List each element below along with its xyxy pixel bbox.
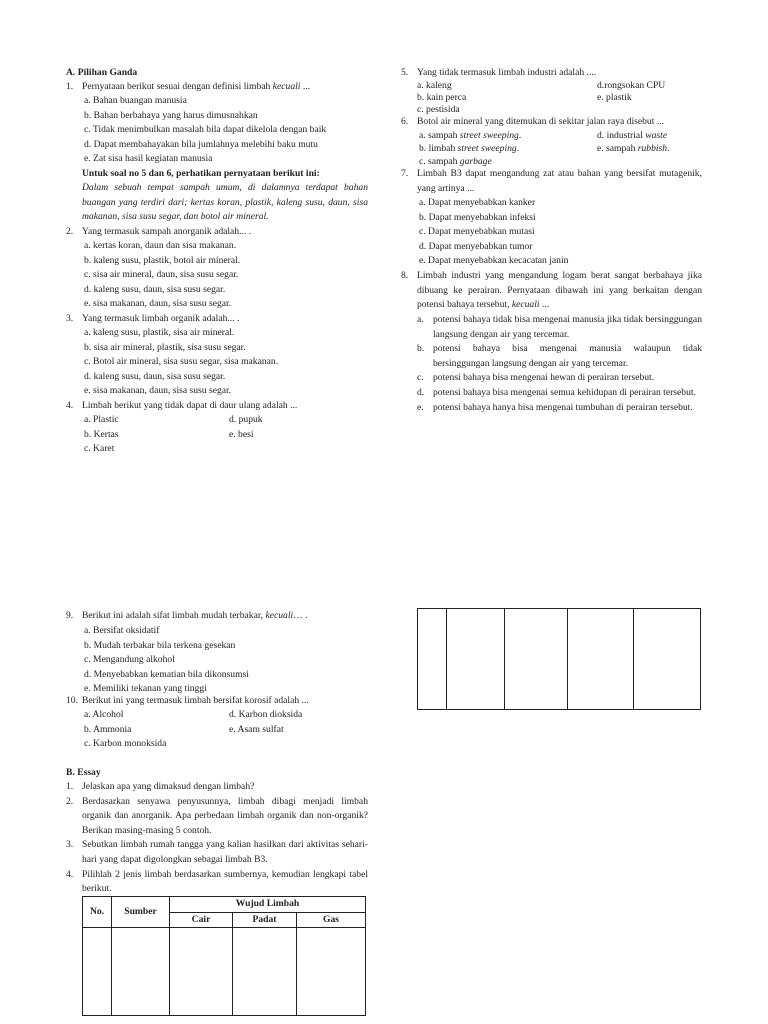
q3-stem: Yang termasuk limbah organik adalah... . [82, 313, 240, 324]
q3-options [84, 326, 278, 399]
q10-option-b[interactable]: b. Ammonia [84, 723, 132, 735]
q6-options-right [597, 129, 670, 155]
essay-item [66, 838, 368, 867]
section-b-title: B. Essay [66, 767, 101, 778]
essay-text: Sebutkan limbah rumah tangga yang kalian hasilkan dari aktivitas sehari-hari yang dapat digolongkan sebagai limbah B3. [82, 839, 368, 865]
q4-option-b[interactable]: b. Kertas [84, 428, 119, 440]
q7-options [419, 196, 568, 269]
q8-options [417, 313, 702, 415]
q3-option-e[interactable]: e. sisa makanan, daun, sisa susu segar. [84, 385, 232, 397]
q7-option-b[interactable]: b. Dapat menyebabkan infeksi [419, 211, 536, 223]
table-cell-empty[interactable] [447, 609, 505, 710]
q4-stem: Limbah berikut yang tidak dapat di daur ulang adalah ... [82, 400, 298, 411]
q1-stem: Pernyataan berikut sesuai dengan definisi limbah kecuali ... [82, 81, 311, 92]
q2-option-e[interactable]: e. sisa makanan, daun, sisa susu segar. [84, 298, 232, 310]
q5-option-a[interactable]: a. kaleng [417, 80, 452, 91]
q8-option-b[interactable]: b. potensi bahaya bisa mengenai manusia walaupun tidak bersinggungan langsung dengan air yang tercemar. [417, 343, 702, 369]
passage-text: Dalam sebuah tempat sampah umum, di dalamnya terdapat bahan buangan yang terdiri dari; kertas koran, plastik, kaleng susu, daun, sisa makanan, sisa susu segar, dan botol air mineral. [82, 182, 368, 223]
q10-option-c[interactable]: c. Karbon monoksida [84, 738, 167, 750]
q8-option-c[interactable]: c. potensi bahaya bisa mengenai hewan di perairan tersebut. [417, 372, 655, 384]
q1-option-c[interactable]: c. Tidak menimbulkan masalah bila dapat dikelola dengan baik [84, 124, 327, 136]
q9-option-c[interactable]: c. Mengandung alkohol [84, 654, 175, 666]
q5-number: 5. [401, 67, 409, 78]
instruction-q5-q6: Untuk soal no 5 dan 6, perhatikan pernyataan berikut ini: [82, 168, 320, 179]
table-cell-empty[interactable] [233, 928, 297, 1016]
col-header-cair: Cair [170, 912, 233, 928]
q9-number: 9. [66, 610, 74, 621]
q8-option-e[interactable]: e. potensi bahaya hanya bisa mengenai tumbuhan di perairan tersebut. [417, 401, 693, 413]
q4-option-e[interactable]: e. besi [229, 428, 254, 440]
q1-option-a[interactable]: a. Bahan buangan manusia [84, 95, 187, 106]
q4-option-a[interactable]: a. Plastic [84, 414, 119, 425]
section-a-title: A. Pilihan Ganda [66, 67, 138, 78]
q3-option-a[interactable]: a. kaleng susu, plastik, sisa air mineral. [84, 327, 235, 338]
q3-number: 3. [66, 313, 74, 324]
q4-option-d[interactable]: d. pupuk [229, 414, 263, 425]
q8-stem: Limbah industri yang mengandung logam berat sangat berbahaya jika dibuang ke perairan. Pernyataan dibawah ini yang berkaitan dengan potensi bahaya tersebut, kecuali ... [417, 270, 702, 311]
table-cell-empty[interactable] [634, 609, 701, 710]
q10-options-left [84, 708, 166, 752]
essay-text: Jelaskan apa yang dimaksud dengan limbah? [82, 781, 255, 792]
q7-option-e[interactable]: e. Dapat menyebabkan kecacatan janin [419, 255, 569, 267]
q4-options-left [84, 413, 119, 457]
q1-option-d[interactable]: d. Dapat membahayakan bila jumlahnya melebihi baku mutu [84, 138, 318, 150]
q7-number: 7. [401, 168, 409, 179]
q6-stem: Botol air mineral yang ditemukan di sekitar jalan raya disebut ... [417, 116, 664, 127]
q7-option-d[interactable]: d. Dapat menyebabkan tumor [419, 240, 533, 252]
essay-list [66, 780, 368, 897]
essay-item [66, 795, 368, 839]
q6-options-left [419, 129, 521, 168]
q10-stem: Berikut ini yang termasuk limbah bersifat korosif adalah ... [82, 695, 309, 706]
col-header-padat: Padat [233, 912, 297, 928]
q9-stem: Berikut ini adalah sifat limbah mudah terbakar, kecuali… . [82, 610, 308, 621]
table-cell-empty[interactable] [83, 928, 112, 1016]
q2-option-a[interactable]: a. kertas koran, daun dan sisa makanan. [84, 240, 237, 251]
q5-option-d[interactable]: d.rongsokan CPU [597, 80, 666, 91]
q10-number: 10. [66, 695, 78, 706]
q9-option-e[interactable]: e. Memiliki tekanan yang tinggi [84, 683, 207, 695]
q9-option-a[interactable]: a. Bersifat oksidatif [84, 625, 160, 636]
q8-option-d[interactable]: d. potensi bahaya bisa mengenai semua kehidupan di perairan tersebut. [417, 386, 696, 398]
q7-option-a[interactable]: a. Dapat menyebabkan kanker [419, 197, 536, 208]
q2-stem: Yang termasuk sampah anorganik adalah... . [82, 226, 252, 237]
q5-option-e[interactable]: e. plastik [597, 92, 632, 103]
essay-number: 3. [66, 839, 74, 851]
empty-answer-table [417, 608, 701, 710]
q9-option-d[interactable]: d. Menyebabkan kematian bila dikonsumsi [84, 668, 249, 680]
q8-number: 8. [401, 270, 409, 281]
q2-option-b[interactable]: b. kaleng susu, plastik, botol air mineral. [84, 254, 241, 266]
table-cell-empty[interactable] [568, 609, 634, 710]
q10-option-e[interactable]: e. Asam sulfat [229, 723, 284, 735]
essay-text: Pilihlah 2 jenis limbah berdasarkan sumbernya, kemudian lengkapi tabel berikut. [82, 868, 368, 895]
q1-option-b[interactable]: b. Bahan berbahaya yang harus dimusnahkan [84, 109, 258, 121]
q3-option-c[interactable]: c. Botol air mineral, sisa susu segar, sisa makanan. [84, 356, 279, 368]
q1-options [84, 94, 326, 167]
q9-options [84, 624, 249, 697]
q6-option-d[interactable]: d. industrial waste [597, 130, 668, 141]
q5-options-left [417, 80, 466, 116]
table-cell-empty[interactable] [112, 928, 170, 1016]
essay-text: Berdasarkan senyawa penyusunnya, limbah dibagi menjadi limbah organik dan anorganik. Apa perbedaan limbah organik dan non-organik? Berikan masing-masing 5 contoh. [82, 795, 368, 836]
essay-number: 2. [66, 795, 74, 807]
wujud-limbah-table [82, 896, 366, 1016]
q2-options [84, 239, 240, 312]
q9-option-b[interactable]: b. Mudah terbakar bila terkena gesekan [84, 639, 236, 651]
q5-option-b[interactable]: b. kain perca [417, 92, 467, 103]
table-cell-empty[interactable] [297, 928, 366, 1016]
q4-number: 4. [66, 400, 74, 411]
table-cell-empty[interactable] [505, 609, 568, 710]
q7-option-c[interactable]: c. Dapat menyebabkan mutasi [419, 226, 535, 238]
q7-stem: Limbah B3 dapat mengandung zat atau bahan yang bersifat mutagenik, yang artinya ... [417, 168, 702, 194]
q6-option-b[interactable]: b. limbah street sweeping. [419, 143, 520, 154]
q10-option-a[interactable]: a. Alcohol [84, 709, 124, 720]
essay-number: 4. [66, 868, 74, 880]
q10-option-d[interactable]: d. Karbon dioksida [229, 709, 303, 720]
col-header-no: No. [83, 897, 112, 928]
q4-option-c[interactable]: c. Karet [84, 443, 115, 455]
q2-option-d[interactable]: d. kaleng susu, daun, sisa susu segar. [84, 283, 226, 295]
col-header-gas: Gas [297, 912, 366, 928]
q10-options-right [229, 708, 302, 737]
q8-option-a[interactable]: a. potensi bahaya tidak bisa mengenai manusia jika tidak bersinggungan langsung dengan air yang tercemar. [417, 314, 702, 340]
table-cell-empty[interactable] [170, 928, 233, 1016]
essay-number: 1. [66, 781, 74, 792]
q3-option-d[interactable]: d. kaleng susu, daun, sisa susu segar. [84, 370, 226, 382]
essay-item [66, 868, 368, 897]
q5-option-c[interactable]: c. pestisida [417, 104, 460, 115]
q5-stem: Yang tidak termasuk limbah industri adalah .... [417, 67, 597, 78]
q1-number: 1. [66, 81, 74, 92]
col-header-sumber: Sumber [112, 897, 170, 928]
col-header-wujud-limbah: Wujud Limbah [170, 897, 366, 913]
q6-option-a[interactable]: a. sampah street sweeping. [419, 130, 522, 141]
table-cell-empty[interactable] [418, 609, 447, 710]
q6-number: 6. [401, 116, 409, 127]
q4-options-right [229, 413, 263, 442]
q2-number: 2. [66, 226, 74, 237]
q5-options-right [597, 80, 665, 104]
essay-item [66, 780, 368, 795]
q6-option-c[interactable]: c. sampah garbage [419, 156, 492, 167]
q3-option-b[interactable]: b. sisa air mineral, plastik, sisa susu segar. [84, 341, 246, 353]
q6-option-e[interactable]: e. sampah rubbish. [597, 143, 670, 154]
q1-option-e[interactable]: e. Zat sisa hasil kegiatan manusia [84, 153, 213, 165]
q2-option-c[interactable]: c. sisa air mineral, daun, sisa susu segar. [84, 269, 239, 281]
